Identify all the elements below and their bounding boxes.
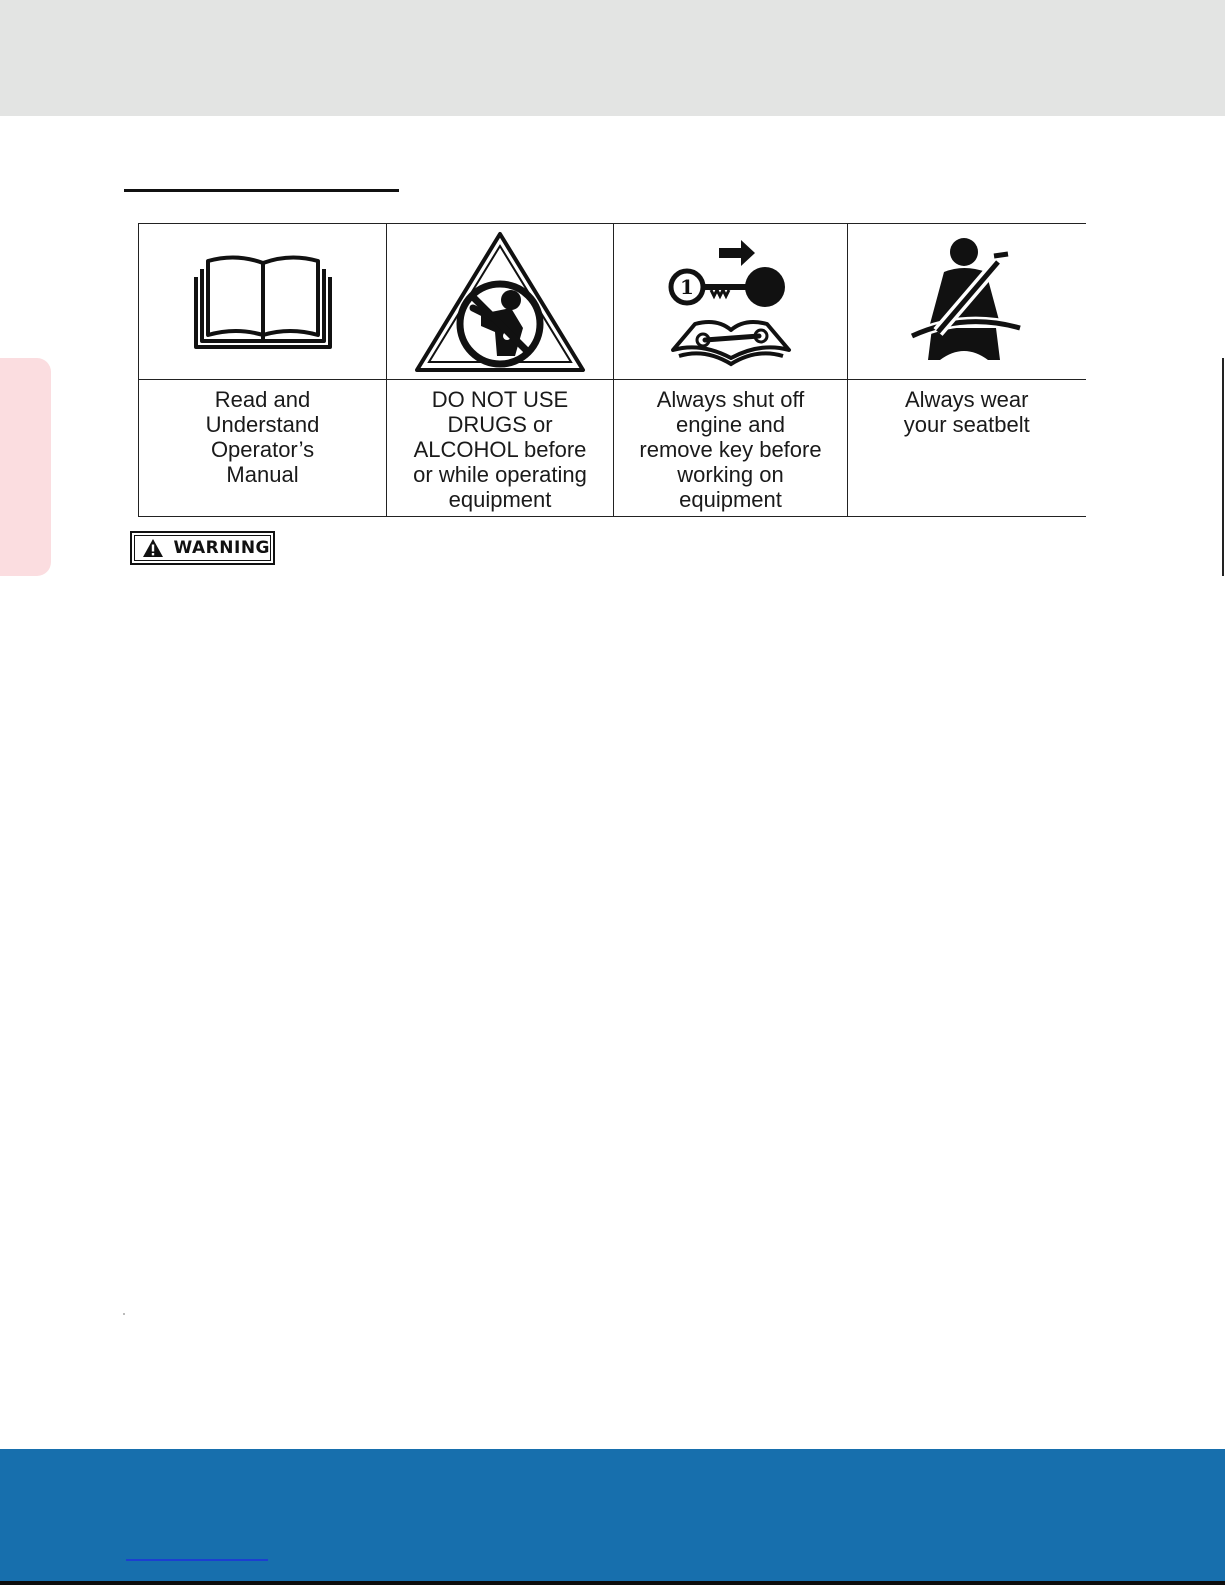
sign-caption-cell xyxy=(848,380,1086,517)
sign-caption: Always wear your seatbelt xyxy=(903,387,1030,437)
safety-signs-table xyxy=(138,223,1086,517)
sign-caption: Always shut off engine and remove key before working on equipment xyxy=(639,387,822,512)
warning-badge xyxy=(130,531,275,565)
sign-cell-manual xyxy=(139,224,387,380)
sign-cell-key-off xyxy=(614,224,848,380)
svg-text:1: 1 xyxy=(679,274,694,299)
sign-caption: DO NOT USE DRUGS or ALCOHOL before or while operating equipment xyxy=(413,387,587,512)
sign-caption: Read and Understand Operator’s Manual xyxy=(205,387,320,487)
footer-edge xyxy=(0,1581,1225,1585)
sign-caption-cell xyxy=(139,380,387,517)
sign-cell-no-drugs xyxy=(387,224,614,380)
section-heading-underline xyxy=(124,189,399,192)
section-side-tab xyxy=(0,358,51,576)
sign-caption-cell xyxy=(614,380,848,517)
sign-caption-cell xyxy=(387,380,614,517)
header-band xyxy=(0,0,1225,116)
no-drugs-alcohol-triangle-icon xyxy=(411,228,589,376)
seatbelt-icon xyxy=(902,232,1032,372)
warning-triangle-icon xyxy=(142,538,164,558)
footer-link-underline[interactable] xyxy=(126,1559,268,1561)
footer-band xyxy=(0,1449,1225,1585)
sign-cell-seatbelt xyxy=(848,224,1086,380)
page-edge-line xyxy=(1222,358,1224,576)
open-book-icon xyxy=(188,247,338,357)
warning-label: WARNING xyxy=(173,538,270,558)
key-removal-manual-icon xyxy=(661,232,801,372)
page-speck xyxy=(123,1313,125,1315)
